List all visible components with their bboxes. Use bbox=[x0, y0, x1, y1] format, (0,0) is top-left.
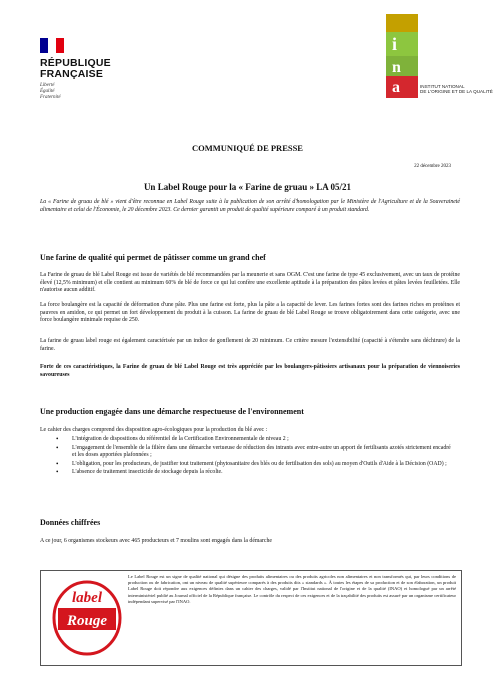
republique-francaise-name: RÉPUBLIQUE FRANÇAISE bbox=[40, 57, 111, 80]
section-quality-p3: La farine de gruau label rouge est également caractérisée par un indice de gonflement de 20 minimum. Ce critère mesure l'extensibilité (capacité à s'étendre sans déchirure) de la farine. bbox=[40, 338, 460, 352]
bullet-item: • L'intégration de dispositions du référentiel de la Certification Environnementale de niveau 2 ; bbox=[56, 436, 456, 444]
intro-paragraph: La « Farine de gruau de blé » vient d'être reconnue en Label Rouge suite à la publication de son arrêté d'homologation par le Ministère de l'Agriculture et de la Souveraineté alimentaire et celui de l'Économie, le 20 décembre 2023. Ce dernier garantit un produit de qualité supérieure comparé à un produit standard. bbox=[40, 199, 460, 213]
inao-logo bbox=[386, 14, 418, 98]
section-figures-heading: Données chiffrées bbox=[40, 518, 101, 527]
bullet-item: • L'engagement de l'ensemble de la filière dans une démarche vertueuse de réduction des intrants avec entre-autre un apport de fertilisants azotés strictement encadré et les doses apportées plafonnées ; bbox=[56, 445, 456, 460]
label-rouge-logo-top: label bbox=[72, 590, 102, 606]
section-quality-heading: Une farine de qualité qui permet de pâtisser comme un grand chef bbox=[40, 253, 266, 262]
svg-text:i: i bbox=[392, 34, 398, 54]
section-quality-p4: Forte de ces caractéristiques, la Farine de gruau de blé Label Rouge est très appréciée par les boulangers-pâtissiers artisanaux pour la préparation de viennoiseries savoureuses bbox=[40, 364, 460, 378]
svg-text:a: a bbox=[392, 79, 400, 96]
republique-francaise-motto: Liberté Égalité Fraternité bbox=[40, 83, 61, 100]
section-figures-text: A ce jour, 6 organismes stockeurs avec 465 producteurs et 7 moulins sont engagés dans la démarche bbox=[40, 538, 272, 544]
label-rouge-logo-bottom: Rouge bbox=[66, 613, 108, 629]
svg-text:n: n bbox=[392, 59, 401, 76]
bullet-item: • L'absence de traitement insecticide de stockage depuis la récolte. bbox=[56, 469, 456, 477]
section-quality-p1: La Farine de gruau de blé Label Rouge est issue de variétés de blé recommandées par la meunerie et sans OGM. C'est une farine de type 45 exclusivement, avec un taux de protéine élevé (12,5% minimum) et elle contient au minimum 60% de blé de force ce qui lui confère une excellente aptitude à la préparation des pâtes levées et pâtes levées feuilletées. Elle n'autorise aucun additif. bbox=[40, 272, 460, 294]
section-quality-p2: La force boulangère est la capacité de déformation d'une pâte. Plus une farine est forte, plus la pâte a la capacité de lever. Les farines fortes sont des farines riches en protéines et pauvres en amidon, ce qui permet un fort développement du produit à la cuisson. La farine de gruau de blé Label Rouge se trouve obligatoirement dans cette catégorie, avec une force boulangère minimale requise de 250. bbox=[40, 302, 460, 324]
section-environment-heading: Une production engagée dans une démarche respectueuse de l'environnement bbox=[40, 407, 304, 416]
label-rouge-logo bbox=[52, 578, 122, 658]
section-environment-intro: Le cahier des charges comprend des disposition agro-écologiques pour la production du blé avec : bbox=[40, 427, 268, 433]
doc-type: COMMUNIQUÉ DE PRESSE bbox=[192, 143, 303, 153]
bullet-item: • L'obligation, pour les producteurs, de justifier tout traitement (phytosanitaire des blés ou de fertilisation des sols) au moyen d'Outils d'Aide à la Décision (OAD) ; bbox=[56, 461, 456, 469]
main-title: Un Label Rouge pour la « Farine de gruau » LA 05/21 bbox=[143, 182, 352, 192]
label-rouge-description: Le Label Rouge est un signe de qualité national qui désigne des produits alimentaires ou des produits agricoles non alimentaires et non transformés qui, par leurs conditions de production ou de fabrication, ont un niveau de qualité supérieure comparés à des produits dits « standards ». À toutes les étapes de sa production et de son élaboration, un produit Label Rouge doit répondre aux exigences définies dans un cahier des charges, validé par l'Institut national de l'origine et de la qualité (INAO) et homologué par un arrêté interministériel publié au Journal officiel de la République française. Le contrôle du respect de ces exigences et de la traçabilité des produits est assuré par un organisme certificateur indépendant supervisé par l'INAO. bbox=[128, 574, 456, 604]
inao-name: INSTITUT NATIONAL DE L'ORIGINE ET DE LA QUALITÉ bbox=[420, 84, 493, 95]
republique-francaise-flag bbox=[40, 38, 64, 53]
doc-date: 22 décembre 2023 bbox=[414, 164, 451, 169]
environment-bullet-list bbox=[56, 436, 456, 478]
